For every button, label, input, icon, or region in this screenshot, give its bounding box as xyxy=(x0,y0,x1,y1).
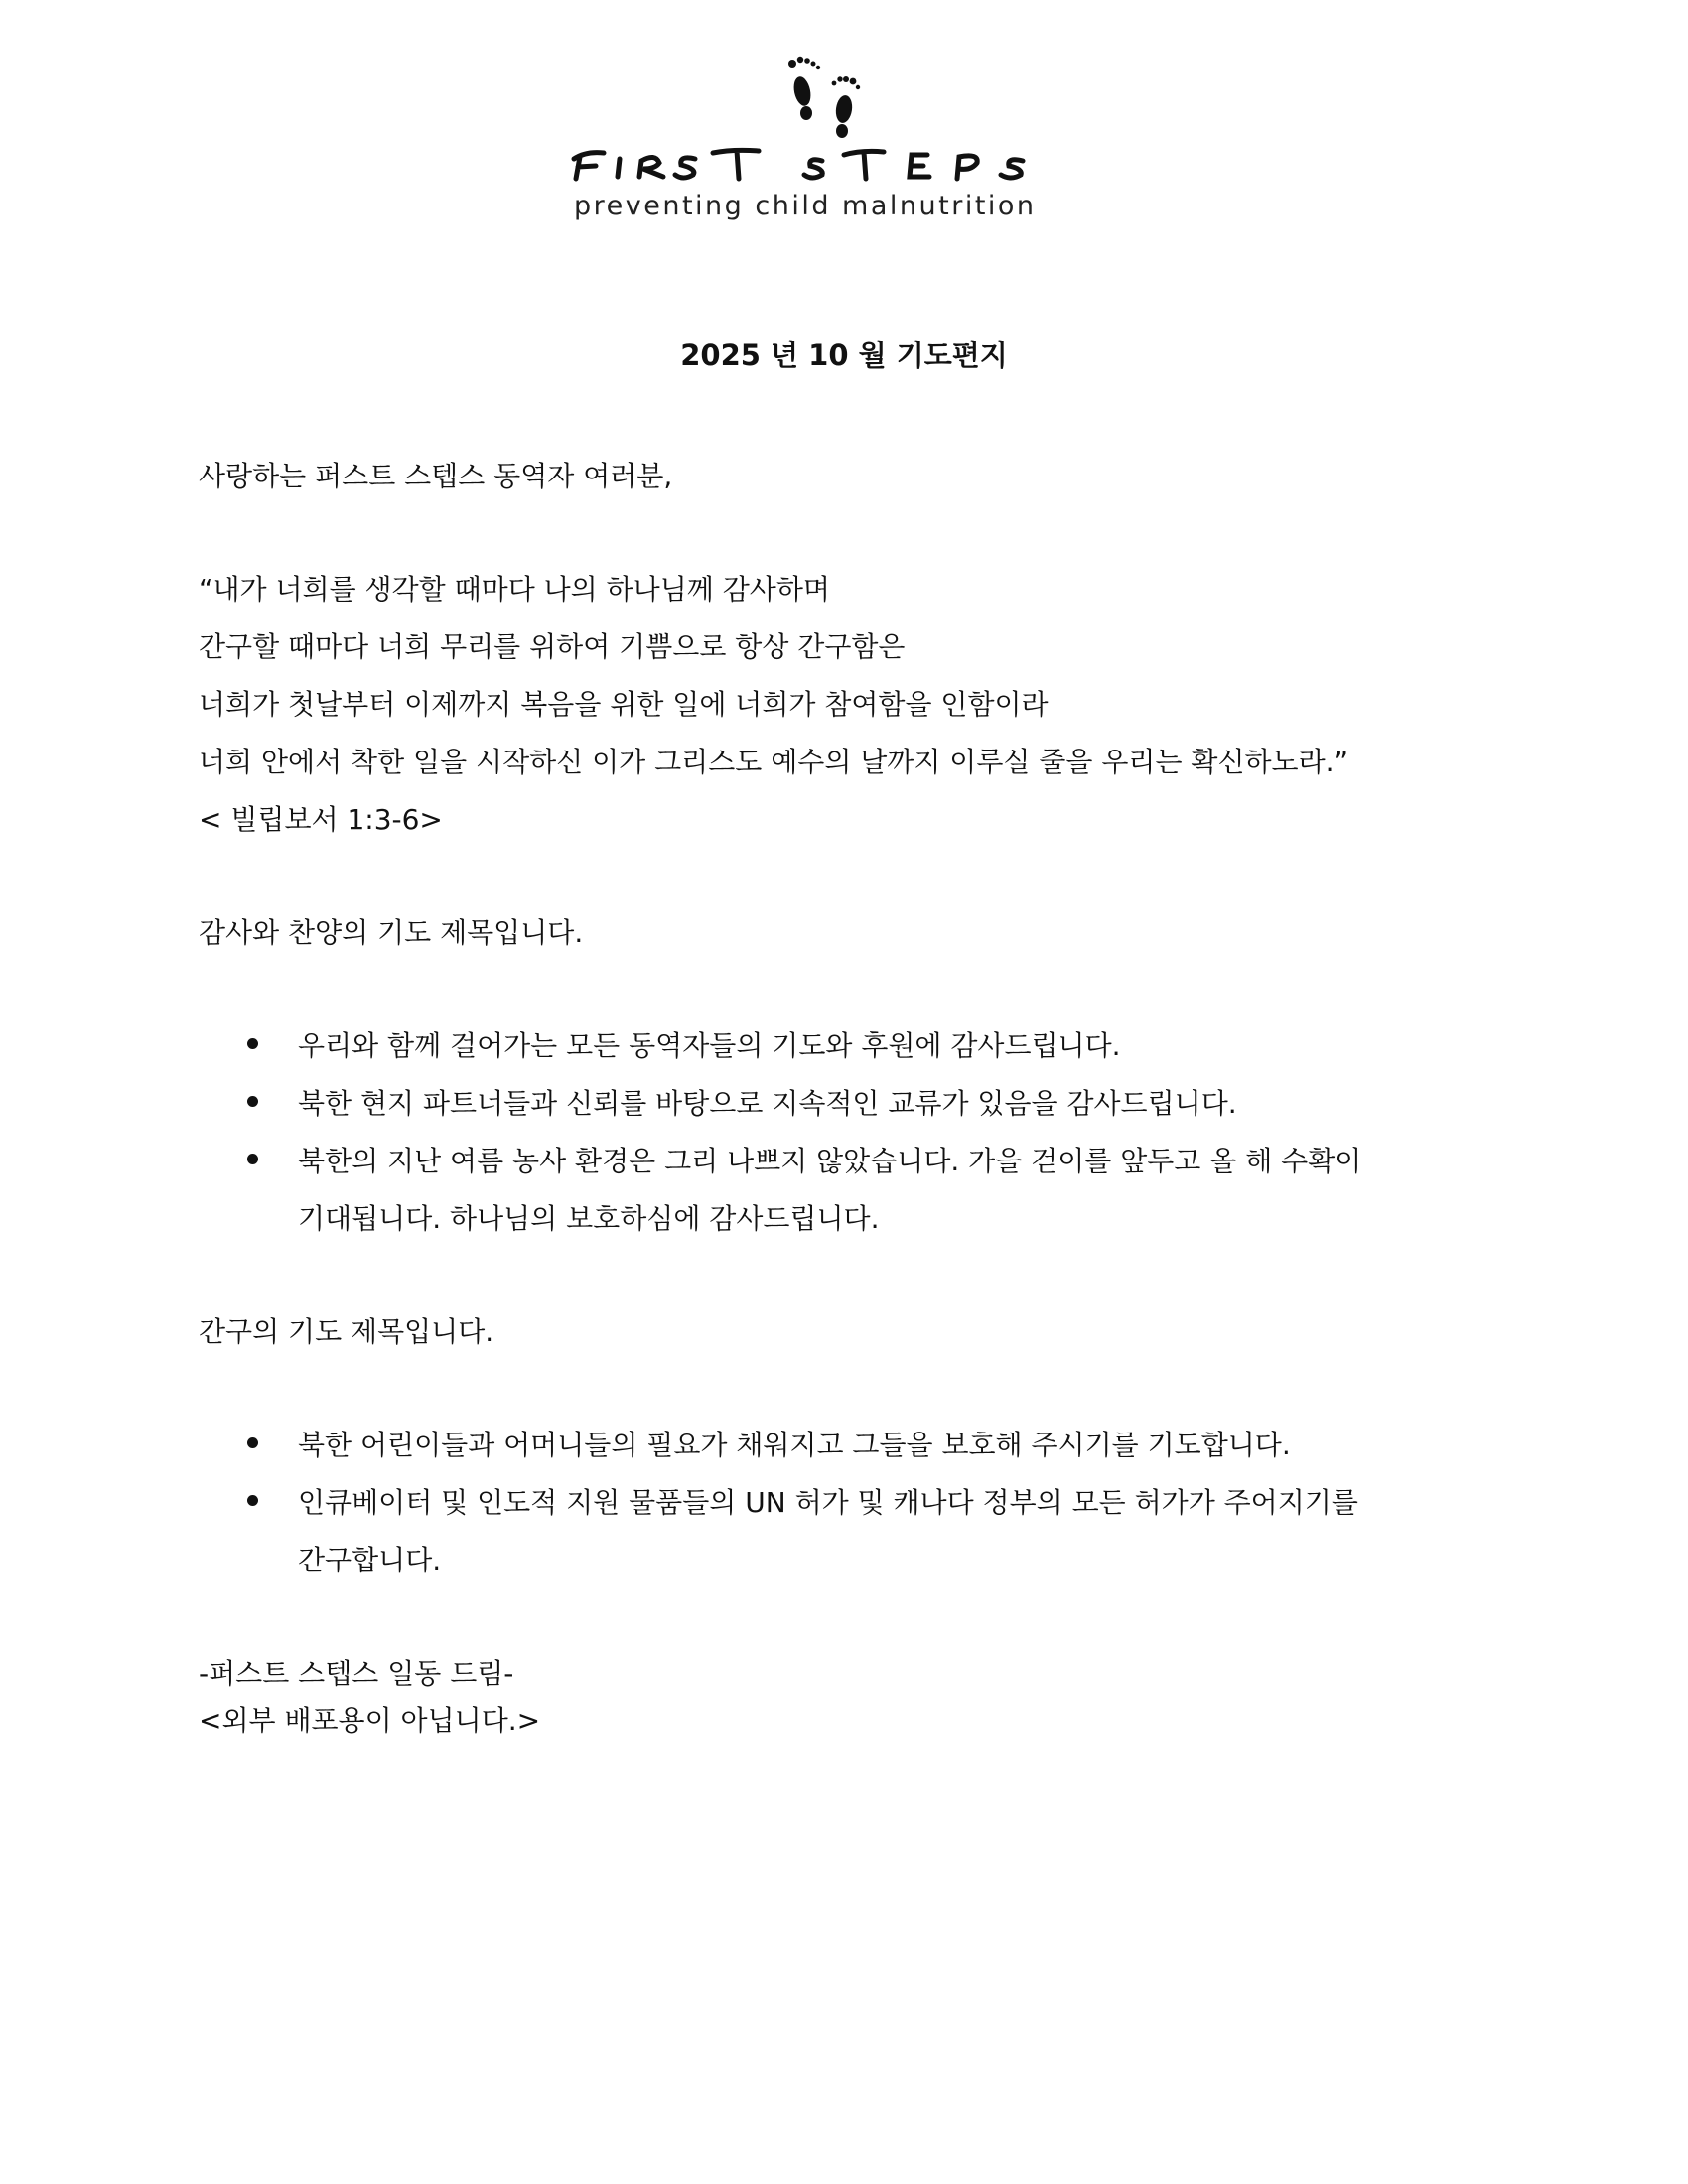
petition-item: 인큐베이터 및 인도적 지원 물품들의 UN 허가 및 캐나다 정부의 모든 허가가 주어지기를 xyxy=(298,1486,1358,1519)
footprint-icon xyxy=(788,57,820,120)
petition-item-continuation: 간구합니다. xyxy=(298,1544,442,1576)
letter-title: 2025 년 10 월 기도편지 xyxy=(680,339,1008,372)
footprint-icon xyxy=(832,76,861,138)
bullet-icon xyxy=(247,1038,258,1049)
verse-line: 간구할 때마다 너희 무리를 위하여 기쁨으로 항상 간구함은 xyxy=(199,630,906,663)
bullet-icon xyxy=(247,1154,258,1164)
verse-line: 너희 안에서 착한 일을 시작하신 이가 그리스도 예수의 날까지 이루실 줄을 우리는 확신하노라.” xyxy=(199,746,1349,778)
bullet-icon xyxy=(247,1096,258,1107)
greeting: 사랑하는 퍼스트 스텝스 동역자 여러분, xyxy=(199,460,673,492)
thanks-item: 북한 현지 파트너들과 신뢰를 바탕으로 지속적인 교류가 있음을 감사드립니다. xyxy=(298,1087,1237,1120)
verse-line: “내가 너희를 생각할 때마다 나의 하나님께 감사하며 xyxy=(199,573,830,606)
wordmark-lettering xyxy=(574,150,1023,179)
thanks-item: 우리와 함께 걸어가는 모든 동역자들의 기도와 후원에 감사드립니다. xyxy=(298,1029,1121,1062)
petitions-heading: 간구의 기도 제목입니다. xyxy=(199,1315,494,1348)
verse-reference: < 빌립보서 1:3-6> xyxy=(199,803,443,836)
thanks-heading: 감사와 찬양의 기도 제목입니다. xyxy=(199,916,584,949)
thanks-item-continuation: 기대됩니다. 하나님의 보호하심에 감사드립니다. xyxy=(298,1202,880,1235)
logo-tagline: preventing child malnutrition xyxy=(574,191,1037,221)
verse-line: 너희가 첫날부터 이제까지 복음을 위한 일에 너희가 참여함을 인함이라 xyxy=(199,688,1049,721)
bullet-icon xyxy=(247,1495,258,1506)
bullet-icon xyxy=(247,1437,258,1448)
petition-item: 북한 어린이들과 어머니들의 필요가 채워지고 그들을 보호해 주시기를 기도합니다. xyxy=(298,1429,1291,1461)
signature: -퍼스트 스텝스 일동 드림- xyxy=(199,1657,514,1690)
footprints-wordmark-graphic xyxy=(556,52,1122,191)
distribution-notice: <외부 배포용이 아닙니다.> xyxy=(199,1705,541,1737)
thanks-item: 북한의 지난 여름 농사 환경은 그리 나쁘지 않았습니다. 가을 걷이를 앞두고 올 해 수확이 xyxy=(298,1145,1362,1177)
